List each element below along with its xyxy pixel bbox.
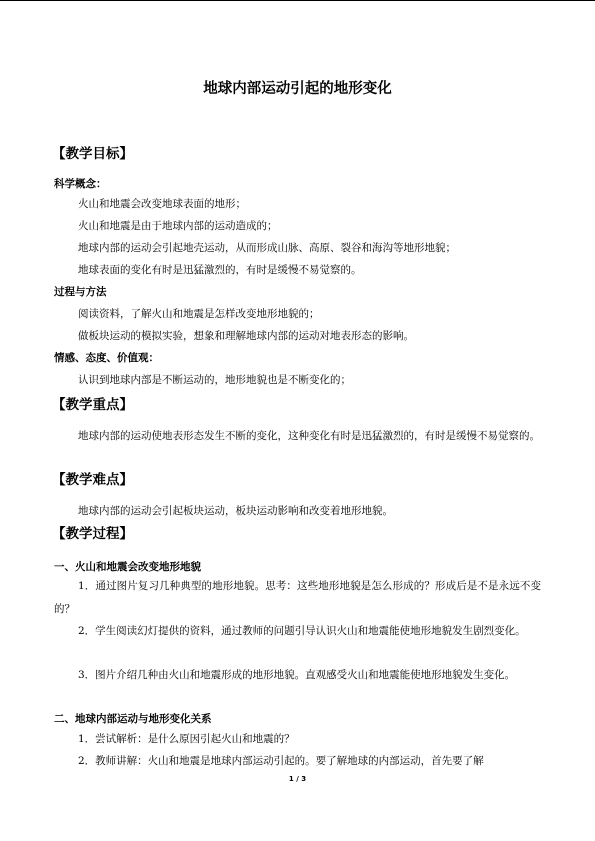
top-rule bbox=[0, 0, 595, 1]
section-heading-goals: 【教学目标】 bbox=[52, 146, 133, 162]
subheading-science-concepts: 科学概念： bbox=[54, 178, 107, 190]
subheading-part1: 一、火山和地震会改变地形地貌 bbox=[54, 561, 201, 573]
list-item: 地球内部的运动会引起地壳运动，从而形成山脉、高原、裂谷和海沟等地形地貌； bbox=[78, 242, 456, 254]
list-item: 火山和地震是由于地球内部的运动造成的； bbox=[78, 220, 278, 232]
list-item: 做板块运动的模拟实验，想象和理解地球内部的运动对地表形态的影响。 bbox=[78, 330, 414, 342]
list-item: 2．教师讲解：火山和地震是地球内部运动引起的。要了解地球的内部运动，首先要了解 bbox=[78, 755, 484, 767]
list-item: 2．学生阅读幻灯提供的资料，通过教师的问题引导认识火山和地震能使地形地貌发生剧烈变化。 bbox=[78, 625, 526, 637]
difficult-points-text: 地球内部的运动会引起板块运动，板块运动影响和改变着地形地貌。 bbox=[78, 505, 393, 517]
section-heading-process: 【教学过程】 bbox=[52, 526, 133, 542]
list-item: 阅读资料，了解火山和地震是怎样改变地形地貌的； bbox=[78, 308, 320, 320]
subheading-part2: 二、地球内部运动与地形变化关系 bbox=[54, 713, 212, 725]
section-heading-difficult-points: 【教学难点】 bbox=[52, 472, 133, 488]
list-item: 1．尝试解析：是什么原因引起火山和地震的？ bbox=[78, 733, 295, 745]
subheading-emotion-values: 情感、态度、价值观： bbox=[54, 352, 159, 364]
list-item: 地球表面的变化有时是迅猛激烈的，有时是缓慢不易觉察的。 bbox=[78, 264, 362, 276]
subheading-process-method: 过程与方法 bbox=[54, 286, 107, 298]
document-title: 地球内部运动引起的地形变化 bbox=[203, 81, 392, 97]
list-item: 3．图片介绍几种由火山和地震形成的地形地貌。直观感受火山和地震能使地形地貌发生变化。 bbox=[78, 669, 516, 681]
section-heading-key-points: 【教学重点】 bbox=[52, 397, 133, 413]
key-points-text: 地球内部的运动使地表形态发生不断的变化，这种变化有时是迅猛激烈的，有时是缓慢不易觉察的。 bbox=[78, 430, 540, 442]
list-item: 1．通过图片复习几种典型的地形地貌。思考：这些地形地貌是怎么形成的？形成后是不是永远不变的？ bbox=[54, 580, 541, 615]
page-number: 1 / 3 bbox=[288, 775, 307, 783]
list-item: 火山和地震会改变地球表面的地形； bbox=[78, 198, 246, 210]
list-item: 认识到地球内部是不断运动的，地形地貌也是不断变化的； bbox=[78, 374, 351, 386]
